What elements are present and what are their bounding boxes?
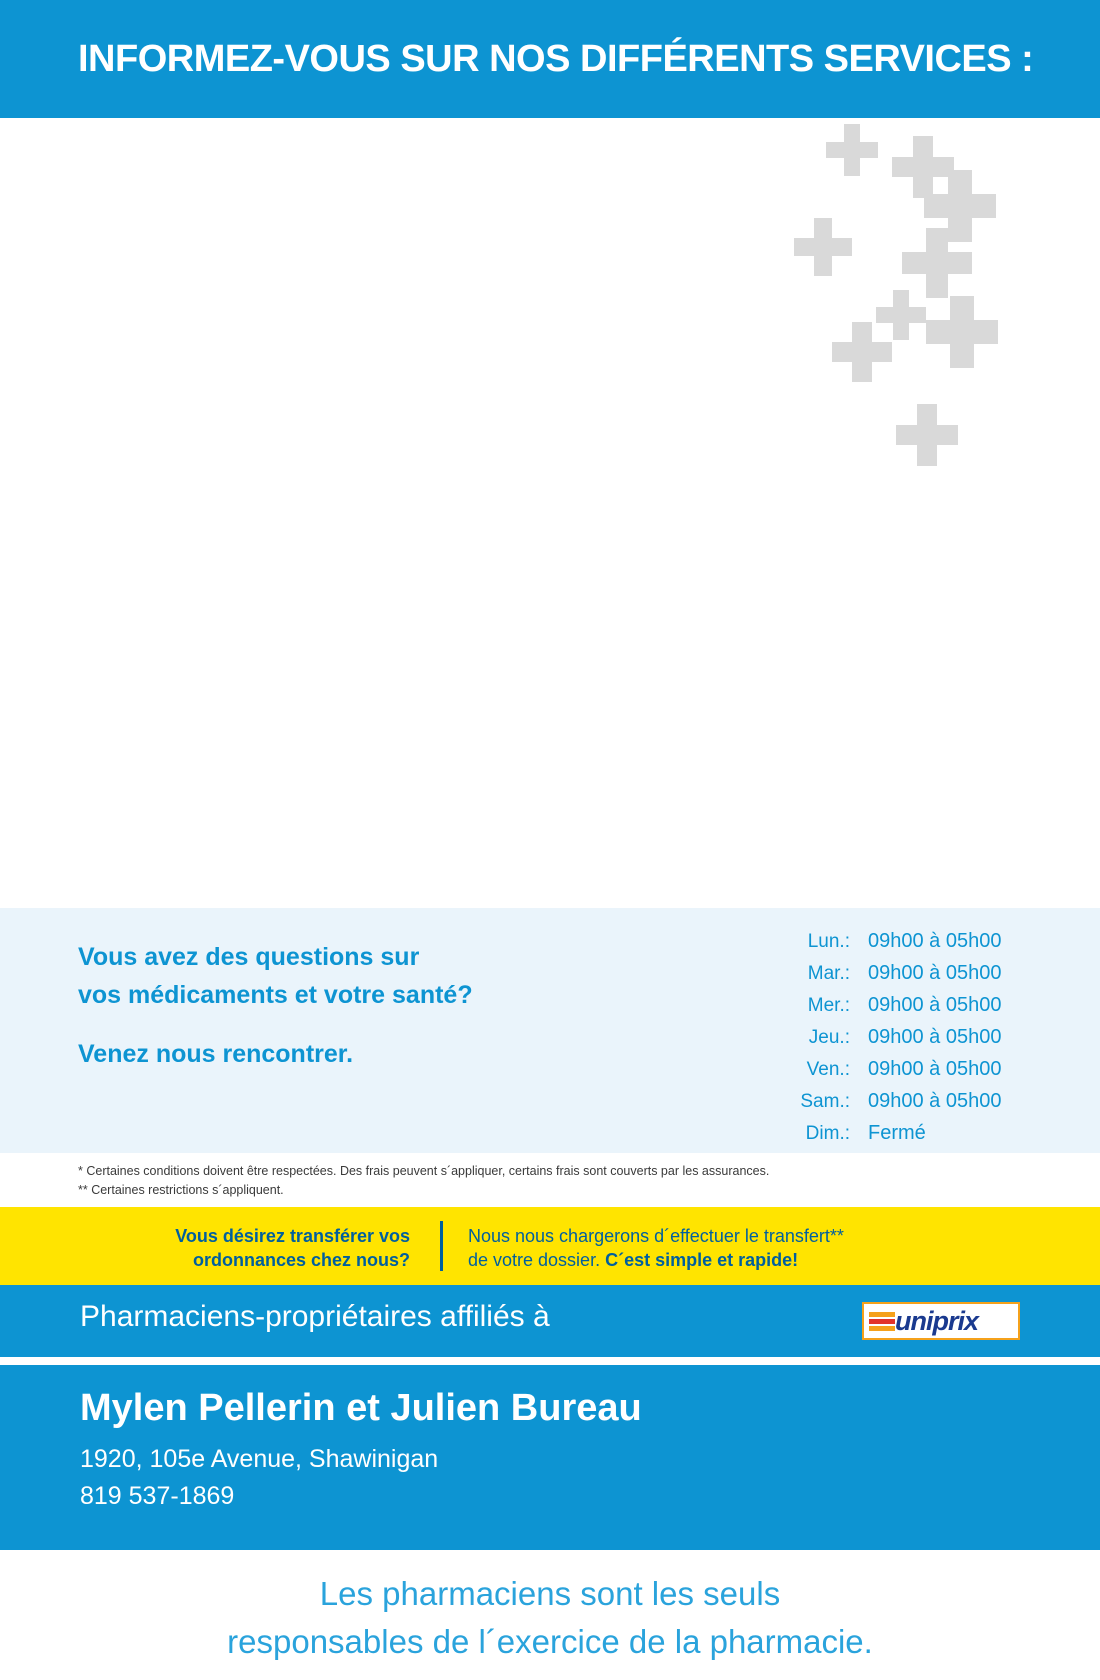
plus-icon — [896, 404, 958, 466]
hours-value: Fermé — [868, 1122, 926, 1144]
transfer-answer-plain: de votre dossier. — [468, 1250, 606, 1270]
transfer-answer-line1: Nous nous chargerons d´effectuer le transfert** — [468, 1226, 844, 1246]
hours-day: Sam.: — [800, 1091, 850, 1112]
transfer-answer — [468, 1224, 844, 1272]
footnotes — [78, 1162, 978, 1200]
hours-row — [780, 994, 1060, 1024]
vertical-divider — [440, 1221, 443, 1271]
transfer-answer-line2 — [468, 1248, 844, 1272]
plus-icon — [826, 124, 878, 176]
affiliate-band — [0, 1285, 1100, 1357]
pharmacy-band — [0, 1365, 1100, 1550]
disclaimer-line-1: Les pharmaciens sont les seuls — [319, 1575, 781, 1612]
pharmacy-phone: 819 537-1869 — [80, 1482, 235, 1510]
hours-value: 09h00 à 05h00 — [868, 962, 1002, 984]
pharmacy-address: 1920, 105e Avenue, Shawinigan — [80, 1445, 439, 1473]
hours-day: Ven.: — [806, 1059, 850, 1080]
transfer-question — [120, 1224, 410, 1272]
disclaimer — [0, 1570, 1100, 1666]
invitation-text: Venez nous rencontrer. — [78, 1040, 354, 1068]
uniprix-logo — [862, 1302, 1020, 1340]
hours-value: 09h00 à 05h00 — [868, 994, 1002, 1016]
affiliate-text: Pharmaciens-propriétaires affiliés à — [80, 1300, 550, 1333]
questions-line1: Vous avez des questions sur — [78, 943, 420, 971]
hours-value: 09h00 à 05h00 — [868, 930, 1002, 952]
disclaimer-line-2: responsables de l´exercice de la pharmacie. — [227, 1623, 873, 1660]
hours-row — [780, 1122, 1060, 1152]
hours-day: Lun.: — [807, 931, 850, 952]
footnote-line-1: * Certaines conditions doivent être respectées. Des frais peuvent s´appliquer, certains frais sont couverts par les assurances. — [78, 1164, 770, 1178]
uniprix-wordmark: uniprix — [895, 1305, 979, 1336]
plus-icon — [926, 296, 998, 368]
hours-row — [780, 1058, 1060, 1088]
transfer-question-line2: ordonnances chez nous? — [192, 1250, 410, 1270]
pharmacist-names: Mylen Pellerin et Julien Bureau — [80, 1387, 642, 1429]
transfer-band — [0, 1207, 1100, 1285]
hours-value: 09h00 à 05h00 — [868, 1026, 1002, 1048]
hours-day: Mar.: — [807, 963, 850, 984]
transfer-answer-bold: C´est simple et rapide! — [605, 1250, 799, 1270]
page-title: INFORMEZ-VOUS SUR NOS DIFFÉRENTS SERVICES : — [78, 38, 1034, 80]
hours-day: Mer.: — [807, 995, 850, 1016]
transfer-question-line1: Vous désirez transférer vos — [175, 1226, 410, 1246]
hours-row — [780, 930, 1060, 960]
opening-hours-table — [780, 930, 1060, 1154]
plus-icon — [794, 218, 852, 276]
hours-value: 09h00 à 05h00 — [868, 1058, 1002, 1080]
questions-text — [78, 938, 473, 1014]
questions-line2: vos médicaments et votre santé? — [78, 981, 473, 1009]
hours-day: Jeu.: — [808, 1027, 850, 1048]
plus-icon — [902, 228, 972, 298]
hours-row — [780, 1090, 1060, 1120]
hours-row — [780, 1026, 1060, 1056]
plus-icon — [832, 322, 892, 382]
hours-day: Dim.: — [805, 1123, 850, 1144]
footnote-line-2: ** Certaines restrictions s´appliquent. — [78, 1183, 284, 1197]
hours-row — [780, 962, 1060, 992]
content-area — [0, 118, 1100, 908]
header-bar — [0, 0, 1100, 118]
uniprix-bars-icon — [869, 1310, 895, 1333]
hours-value: 09h00 à 05h00 — [868, 1090, 1002, 1112]
info-band — [0, 908, 1100, 1153]
